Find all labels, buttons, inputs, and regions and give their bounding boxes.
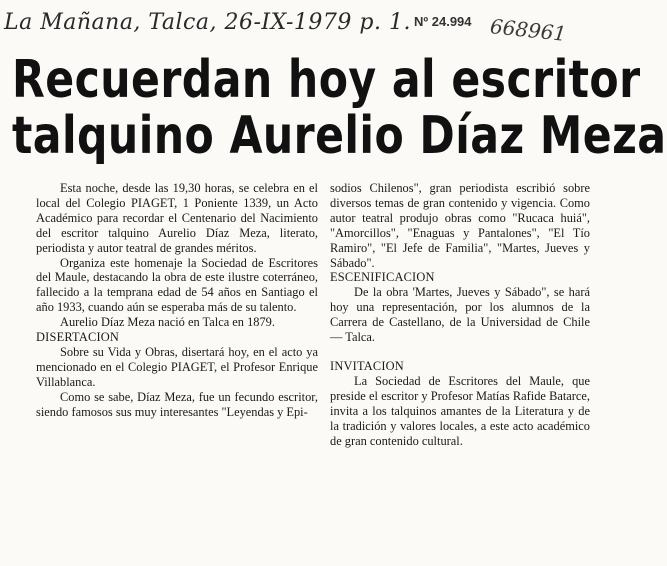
article-column-right bbox=[330, 181, 590, 448]
section-heading: DISERTACION bbox=[36, 330, 120, 345]
paragraph: Sobre su Vida y Obras, disertará hoy, en el acto ya mencionado en el Colegio PIAGET, el Profesor Enrique Villablanca. bbox=[36, 344, 318, 389]
section-heading: INVITACION bbox=[330, 358, 404, 373]
handwritten-citation: La Mañana, Talca, 26-IX-1979 p. 1. bbox=[4, 10, 411, 35]
issue-number: Nº 24.994 bbox=[414, 14, 472, 29]
headline-line-2: talquino Aurelio Díaz Meza bbox=[12, 106, 667, 166]
paragraph: Organiza este homenaje la Sociedad de Escritores del Maule, destacando la obra de este ilustre coterráneo, fallecido a la temprana edad de 54 años en Santiago el año 1933, cuando aún se esperaba más de su talento. bbox=[36, 255, 318, 315]
paragraph: Aurelio Díaz Meza nació en Talca en 1879. bbox=[60, 315, 275, 330]
article-column-left bbox=[36, 181, 318, 420]
headline-line-1: Recuerdan hoy al escritor bbox=[12, 50, 641, 110]
section-heading: ESCENIFICACION bbox=[330, 270, 435, 285]
paragraph: Como se sabe, Díaz Meza, fue un fecundo escritor, siendo famosos sus muy interesantes "Leyendas y Epi- bbox=[36, 389, 318, 419]
paragraph: De la obra 'Martes, Jueves y Sábado", se hará hoy una representación, por los alumnos de la Carrera de Castellano, de la Universidad de Chile — Talca. bbox=[330, 285, 590, 345]
paragraph: La Sociedad de Escritores del Maule, que preside el escritor y Profesor Matías Rafide Batarce, invita a los talquinos amantes de la Literatura y de la tradición y valores locales, a este acto académico de gran contenido cultural. bbox=[330, 373, 590, 448]
section-gap bbox=[330, 345, 590, 359]
headline bbox=[12, 50, 667, 166]
catalog-number: 668961 bbox=[488, 14, 568, 46]
paragraph: sodios Chilenos", gran periodista escribió sobre diversos temas de gran contenido y vigencia. Como autor teatral produjo obras como "Rucaca huiá", "Amorcillos", "Enaguas y Pantalones", "El Tío Ramiro", "El Jefe de Familia", "Martes, Jueves y Sábado". bbox=[330, 181, 590, 270]
paragraph: Esta noche, desde las 19,30 horas, se celebra en el local del Colegio PIAGET, 1 Poniente 1339, un Acto Académico para recordar el Centenario del Nacimiento del escritor talquino Aurelio Díaz Meza, literato, periodista y autor teatral de grandes méritos. bbox=[36, 181, 318, 255]
